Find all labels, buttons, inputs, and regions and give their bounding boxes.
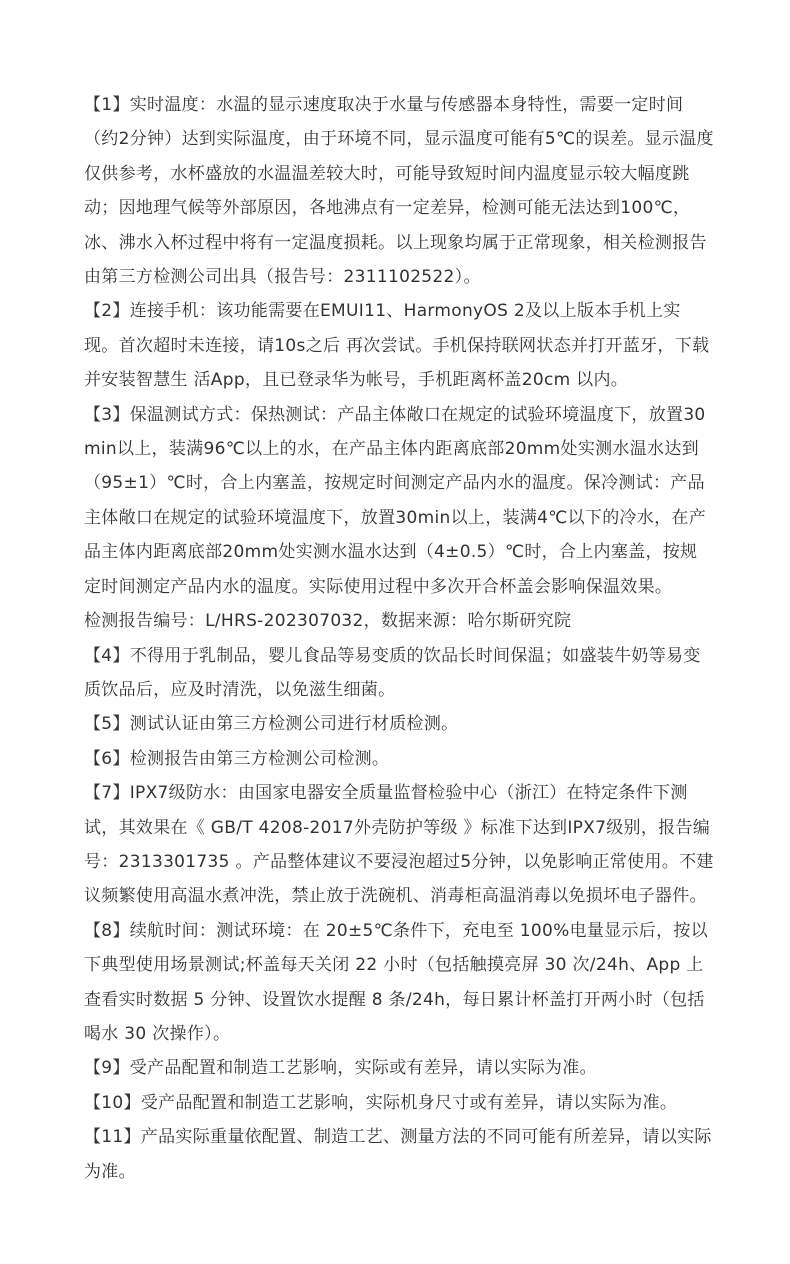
footnote-test-report-source: 【6】检测报告由第三方检测公司检测。	[84, 748, 390, 769]
footnote-weight-variance: 【11】产品实际重量依配置、制造工艺、测量方法的不同可能有所差异，请以实际为准。	[84, 1127, 712, 1182]
footnote-insulation-test: 【3】保温测试方式：保热测试：产品主体敞口在规定的试验环境温度下，放置30min以上，装满96℃以上的水，在产品主体内距离底部20mm处实测水温水达到（95±1）℃时，合上内塞盖，按规定时间测定产品内水的温度。保冷测试：产品主体敞口在规定的试验环境温度下，放置30min以上，装满4℃以下的冷水，在产品主体内距离底部20mm处实测水温水达到（4±0.5）℃时，合上内塞盖，按规定时间测定产品内水的温度。实际使用过程中多次开合杯盖会影响保温效果。	[84, 404, 706, 597]
footnote-battery-life: 【8】续航时间：测试环境：在 20±5℃条件下，充电至 100%电量显示后，按以下典型使用场景测试;杯盖每天关闭 22 小时（包括触摸亮屏 30 次/24h、App 上查看实时数据 5 分钟、设置饮水提醒 8 条/24h，每日累计杯盖打开两小时（包括喝水 30 次操作）。	[84, 920, 709, 1044]
footnote-test-report-number: 检测报告编号：L/HRS-202307032，数据来源：哈尔斯研究院	[84, 611, 572, 632]
footnote-real-time-temperature: 【1】实时温度：水温的显示速度取决于水量与传感器本身特性，需要一定时间（约2分钟）达到实际温度，由于环境不同，显示温度可能有5℃的误差。显示温度仅供参考，水杯盛放的水温温差较大时，可能导致短时间内温度显示较大幅度跳动；因地理气候等外部原因，各地沸点有一定差异，检测可能无法达到100℃，冰、沸水入杯过程中将有一定温度损耗。以上现象均属于正常现象，相关检测报告由第三方检测公司出具（报告号：2311102522）。	[84, 95, 714, 288]
footnote-dairy-warning: 【4】不得用于乳制品，婴儿食品等易变质的饮品长时间保温；如盛装牛奶等易变质饮品后，应及时清洗，以免滋生细菌。	[84, 645, 701, 700]
footnote-material-certification: 【5】测试认证由第三方检测公司进行材质检测。	[84, 714, 459, 735]
footnote-ipx7-waterproof: 【7】IPX7级防水：由国家电器安全质量监督检验中心（浙江）在特定条件下测试，其效果在《 GB/T 4208-2017外壳防护等级 》标准下达到IPX7级别，报告编号：2313301735 。产品整体建议不要浸泡超过5分钟，以免影响正常使用。不建议频繁使用高温水煮冲洗，禁止放于洗碗机、消毒柜高温消毒以免损坏电子器件。	[84, 783, 714, 907]
footnote-phone-connection: 【2】连接手机：该功能需要在EMUI11、HarmonyOS 2及以上版本手机上实现。首次超时未连接，请10s之后 再次尝试。手机保持联网状态并打开蓝牙，下载并安装智慧生 活App，且已登录华为帐号，手机距离杯盖20cm 以内。	[84, 301, 710, 391]
footnote-size-variance: 【10】受产品配置和制造工艺影响，实际机身尺寸或有差异，请以实际为准。	[84, 1092, 678, 1113]
footnotes-list	[84, 88, 714, 1189]
footnote-configuration-variance: 【9】受产品配置和制造工艺影响，实际或有差异，请以实际为准。	[84, 1058, 597, 1079]
